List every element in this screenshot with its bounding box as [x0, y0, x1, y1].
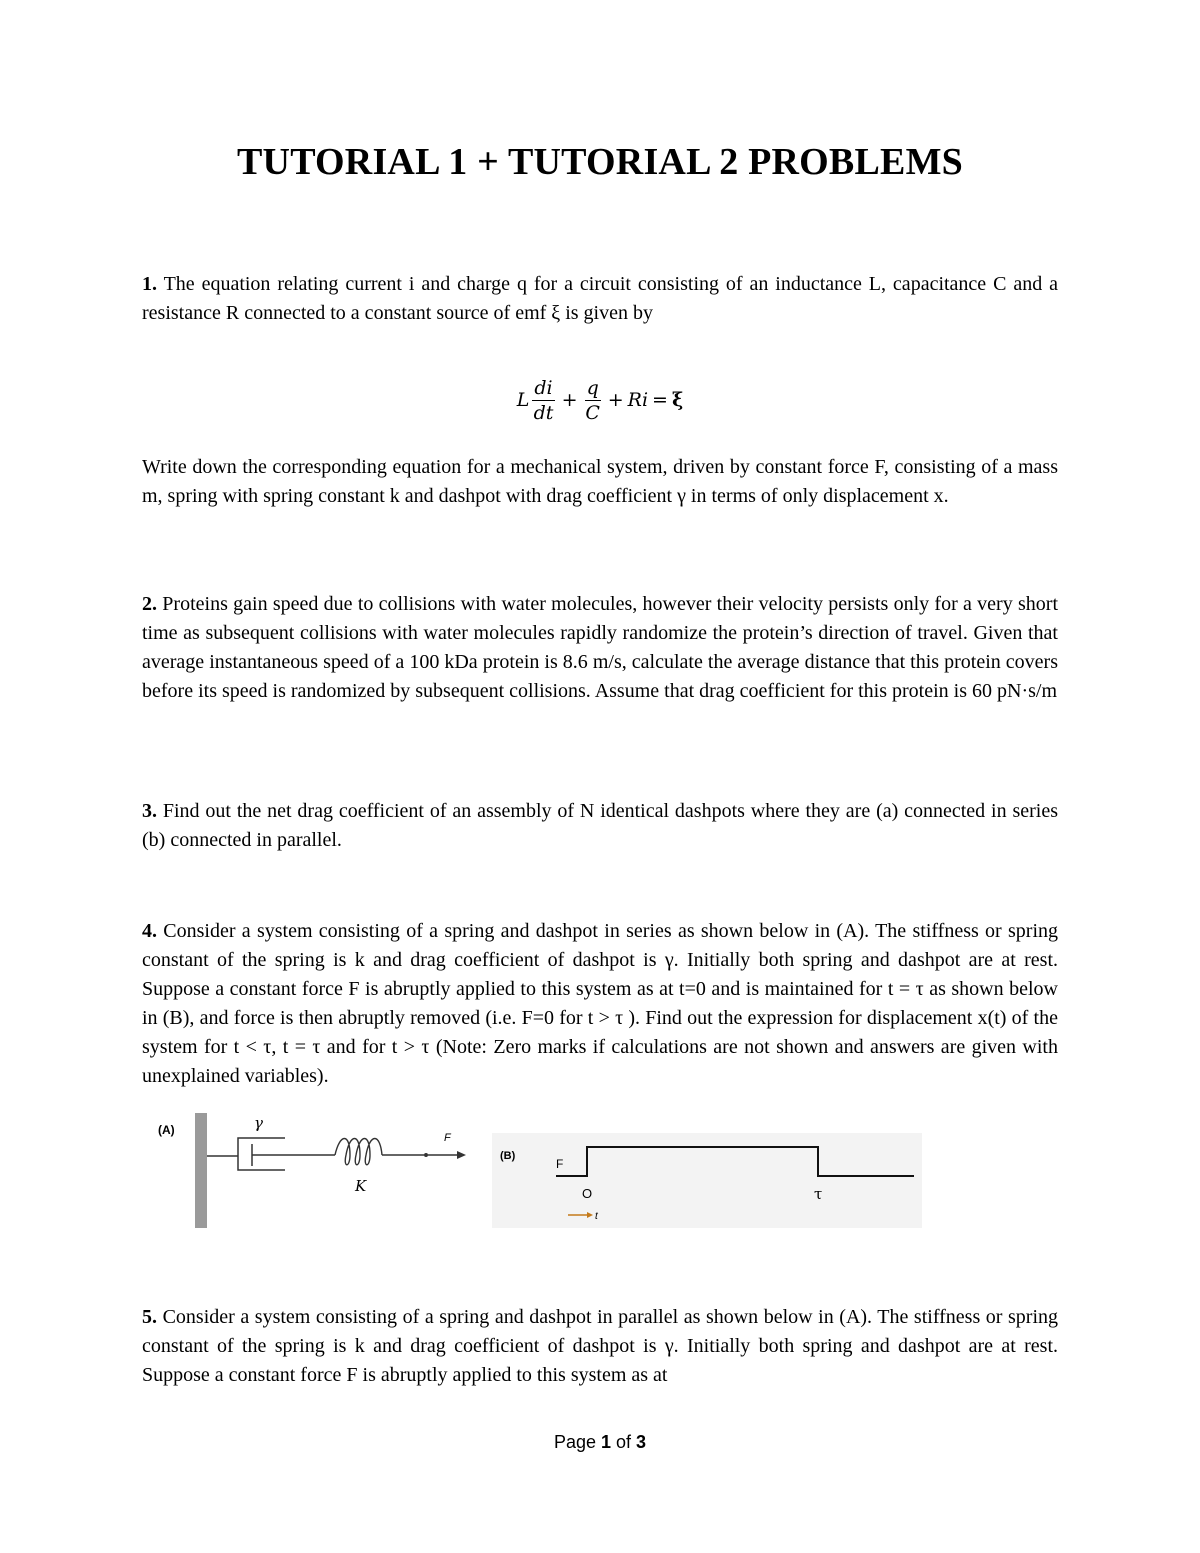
- problem-5: [142, 1303, 1058, 1390]
- force-label: F: [556, 1157, 564, 1171]
- figure-a-label: (A): [158, 1123, 175, 1137]
- footer-of: of: [611, 1432, 637, 1452]
- problem-text: The equation relating current i and charge q for a circuit consisting of an inductance L, capacitance C and a resistance R connected to a constant source of emf ξ is given by: [142, 273, 1059, 324]
- problem-number: 2.: [142, 593, 157, 615]
- problem-1: [142, 270, 1058, 328]
- eq-plus: +: [607, 389, 624, 411]
- page-footer: [0, 1432, 1200, 1453]
- problem-text: Consider a system consisting of a spring and dashpot in parallel as shown below in (A). The stiffness or spring constant of the spring is k and drag coefficient of dashpot is γ. Initially both spring and dashpot are at rest. Suppose a constant force F is abruptly applied to this system as at: [142, 1306, 1059, 1386]
- eq-inductance: L: [516, 389, 530, 411]
- eq-plus: +: [561, 389, 578, 411]
- wall: [195, 1113, 207, 1228]
- eq-denominator: C: [585, 401, 600, 424]
- footer-prefix: Page: [553, 1432, 601, 1452]
- problem-text: Proteins gain speed due to collisions with water molecules, however their velocity persists only for a very short time as subsequent collisions with water molecules rapidly randomize the protein’s direction of travel. Given that average instantaneous speed of a 100 kDa protein is 8.6 m/s, calculate the average distance that this protein covers before its speed is randomized by subsequent collisions. Assume that drag coefficient for this protein is 60 pN·s/m: [142, 593, 1059, 702]
- tau-label: τ: [814, 1185, 823, 1203]
- eq-equals: =: [652, 389, 668, 411]
- force-point: [424, 1153, 428, 1157]
- eq-denominator: dt: [533, 401, 554, 424]
- problem-text: Find out the net drag coefficient of an assembly of N identical dashpots where they are (a) connected in series (b) connected in parallel.: [142, 800, 1059, 851]
- spring-label: K: [355, 1177, 367, 1195]
- problem-4: [142, 917, 1058, 1091]
- problem-text: Consider a system consisting of a spring and dashpot in series as shown below in (A). The stiffness or spring constant of the spring is k and drag coefficient of dashpot is γ. Initially both spring and dashpot are at rest. Suppose a constant force F is abruptly applied to this system as at t=0 and is maintained for t = τ as shown below in (B), and force is then abruptly removed (i.e. F=0 for t > τ ). Find out the expression for displacement x(t) of the system for t < τ, t = τ and for t > τ (Note: Zero marks if calculations are not shown and answers are given with unexplained variables).: [142, 920, 1059, 1087]
- eq-resistance-term: Ri: [627, 389, 649, 411]
- problem-3: [142, 797, 1058, 855]
- circuit-equation: [0, 370, 1200, 430]
- figure-a-spring-dashpot: [150, 1108, 480, 1233]
- gamma-label: γ: [254, 1114, 263, 1132]
- figure-b-force-pulse: [492, 1133, 922, 1228]
- problem-2: [142, 590, 1058, 706]
- problem-1-question: [142, 453, 1058, 511]
- problem-number: 4.: [142, 920, 157, 942]
- eq-emf: ξ: [671, 389, 684, 411]
- problem-text: Write down the corresponding equation for a mechanical system, driven by constant force F, consisting of a mass m, spring with spring constant k and dashpot with drag coefficient γ in terms of only displacement x.: [142, 456, 1058, 507]
- figure-b-label: (B): [500, 1150, 516, 1162]
- problem-number: 5.: [142, 1306, 157, 1328]
- force-label: F: [444, 1132, 451, 1144]
- eq-fraction-didt: [532, 376, 554, 425]
- time-axis-label: t: [595, 1211, 598, 1222]
- page-title: TUTORIAL 1 + TUTORIAL 2 PROBLEMS: [237, 141, 963, 183]
- eq-numerator: q: [586, 376, 599, 399]
- problem-number: 1.: [142, 273, 157, 295]
- spring-coil: [335, 1139, 382, 1165]
- time-zero-label: O: [582, 1186, 593, 1201]
- force-arrowhead: [457, 1151, 466, 1159]
- problem-number: 3.: [142, 800, 157, 822]
- dashpot-cylinder: [238, 1138, 285, 1170]
- eq-fraction-qc: [585, 376, 601, 425]
- current-page: 1: [601, 1432, 612, 1452]
- total-pages: 3: [636, 1432, 647, 1452]
- eq-numerator: di: [534, 376, 553, 399]
